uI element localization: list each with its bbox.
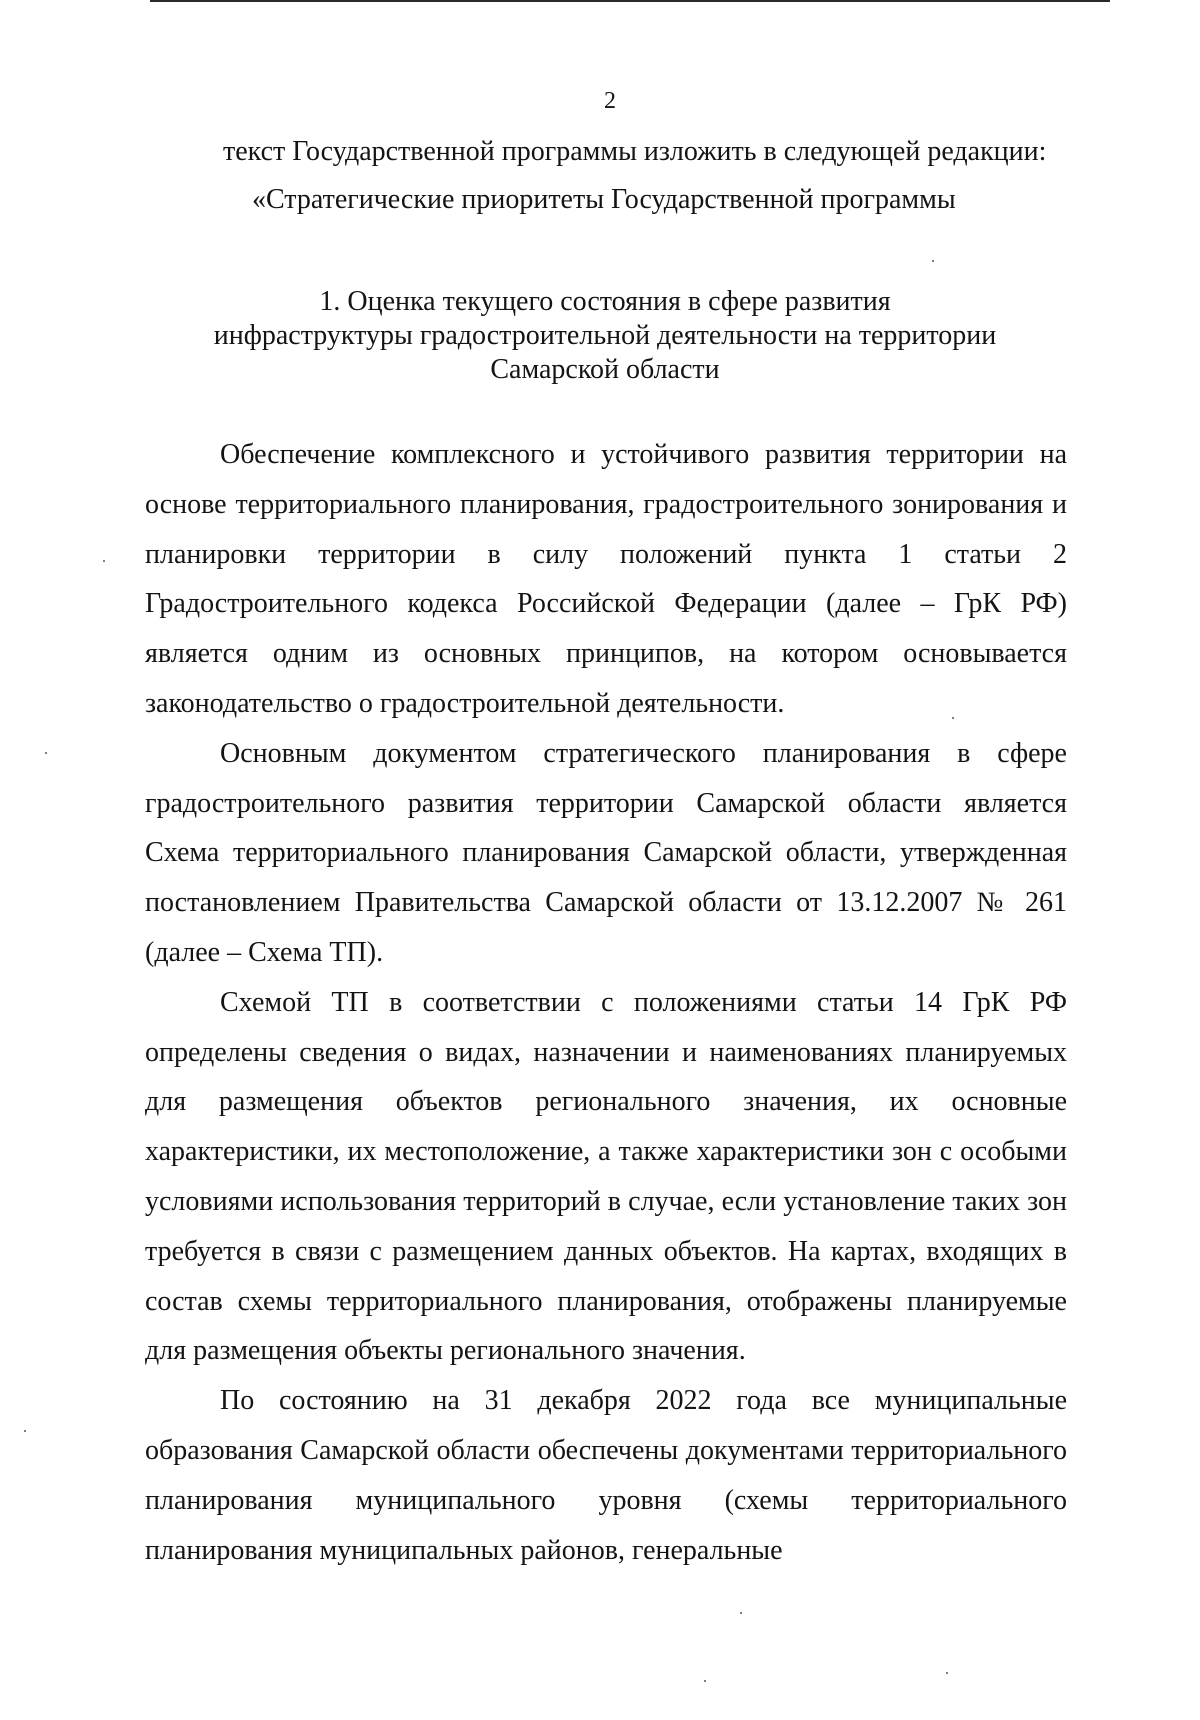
section-heading-line: 1. Оценка текущего состояния в сфере развития: [319, 286, 891, 317]
scan-speck: [952, 717, 954, 719]
scan-top-edge-line: [150, 0, 1110, 2]
section-heading-line: Самарской области: [490, 354, 720, 385]
scan-speck: [45, 752, 47, 754]
scan-speck: [24, 1430, 26, 1432]
paragraph: Схемой ТП в соответствии с положениями статьи 14 ГрК РФ определены сведения о видах, назначении и наименованиях планируемых для размещения объектов регионального значения, их основные характеристики, их местоположение, а также характеристики зон с особыми условиями использования территорий в случае, если установление таких зон требуется в связи с размещением данных объектов. На картах, входящих в состав схемы территориального планирования, отображены планируемые для размещения объекты регионального значения.: [145, 986, 1067, 1367]
body-text: [145, 430, 1067, 1575]
page-number: 2: [604, 88, 616, 114]
scan-speck: [932, 260, 934, 262]
scan-speck: [946, 1672, 948, 1674]
section-heading: [145, 285, 1065, 387]
paragraph: Обеспечение комплексного и устойчивого развития территории на основе территориального планирования, градостроительного зонирования и планировки территории в силу положений пункта 1 статьи 2 Градостроительного кодекса Российской Федерации (далее – ГрК РФ) является одним из основных принципов, на котором основывается законодательство о градостроительной деятельности.: [145, 439, 1067, 719]
scan-speck: [740, 1612, 742, 1614]
scan-speck: [103, 560, 105, 562]
section-heading-line: инфраструктуры градостроительной деятельности на территории: [213, 320, 997, 351]
scan-speck: [704, 1680, 706, 1682]
intro-line: текст Государственной программы изложить в следующей редакции:: [223, 136, 1047, 167]
strategic-priorities-heading: «Стратегические приоритеты Государственной программы: [252, 184, 956, 215]
paragraph: По состоянию на 31 декабря 2022 года все муниципальные образования Самарской области обеспечены документами территориального планирования муниципального уровня (схемы территориального планирования муниципальных районов, генеральные: [145, 1385, 1067, 1566]
paragraph: Основным документом стратегического планирования в сфере градостроительного развития территории Самарской области является Схема территориального планирования Самарской области, утвержденная постановлением Правительства Самарской области от 13.12.2007 № 261 (далее – Схема ТП).: [145, 737, 1067, 968]
